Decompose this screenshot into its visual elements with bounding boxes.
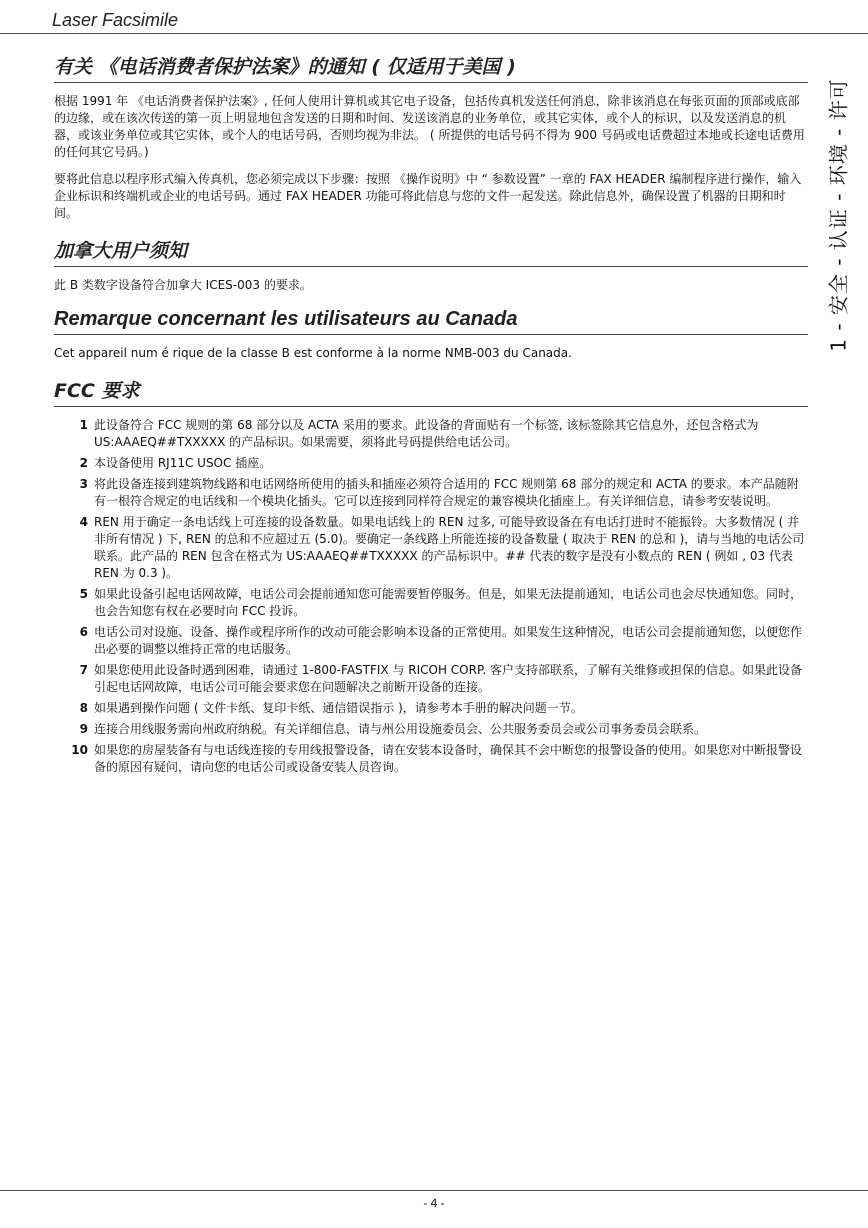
- chapter-side-tab-label: 1 - 安全 - 认证 - 环境 - 许可: [826, 78, 851, 352]
- list-item-text: 连接合用线服务需向州政府纳税。有关详细信息，请与州公用设施委员会、公共服务委员会或公司事务委员会联系。: [94, 722, 707, 736]
- main-content: [54, 52, 808, 780]
- list-item-number: 8: [79, 701, 88, 715]
- section-usa-notice: [54, 52, 808, 222]
- section-title-canada-cn: 加拿大用户须知: [54, 236, 808, 267]
- canada-cn-text: 此 B 类数字设备符合加拿大 ICES-003 的要求。: [54, 278, 312, 292]
- list-item: [54, 624, 808, 658]
- header-title: Laser Facsimile: [52, 10, 179, 30]
- list-item-text: 电话公司对设施、设备、操作或程序所作的改动可能会影响本设备的正常使用。如果发生这种情况，电话公司会提前通知您，以便您作出必要的调整以维持正常的电话服务。: [94, 625, 803, 656]
- usa-paragraph-1: 根据 1991 年 《电话消费者保护法案》, 任何人使用计算机或其它电子设备，包括传真机发送任何消息，除非该消息在每张页面的顶部或底部的边缘，或在该次传送的第一页上明显地包含发送的日期和时间、发送该消息的业务单位，或其它实体，或个人的标识，以及发送消息的机器，或该业务单位或其它实体，或个人的电话号码，否则均视为非法。 ( 所提供的电话号码不得为 900 号码或电话费超过本地或长途电话费用的任何其它号码。): [54, 94, 805, 159]
- list-item-number: 9: [79, 722, 88, 736]
- usa-paragraph-2: 要将此信息以程序形式编入传真机，您必须完成以下步骤：按照 《操作说明》中 “ 参数设置” 一章的 FAX HEADER 编制程序进行操作，输入企业标识和终端机或企业的电话号码。通过 FAX HEADER 功能可将此信息与您的文件一起发送。除此信息外，确保设置了机器的日期和时间。: [54, 172, 802, 220]
- list-item-text: REN 用于确定一条电话线上可连接的设备数量。如果电话线上的 REN 过多, 可能导致设备在有电话打进时不能振铃。大多数情况 ( 并非所有情况 ) 下, REN 的总和不应超过五 (5.0)。要确定一条线路上所能连接的设备数量 ( 取决于 REN 的总和 )，请与当地的电话公司联系。此产品的 REN 包含在格式为 US:AAAEQ##TXXXXX 的产品标识中。## 代表的数字是没有小数点的 REN ( 例如 , 03 代表 REN 为 0.3 )。: [94, 515, 805, 580]
- list-item-text: 将此设备连接到建筑物线路和电话网络所使用的插头和插座必须符合适用的 FCC 规则第 68 部分的规定和 ACTA 的要求。本产品随附有一根符合规定的电话线和一个模块化插头。它可以连接到同样符合规定的兼容模块化插座上。有关详细信息，请参考安装说明。: [94, 477, 799, 508]
- page-number: - 4 -: [423, 1196, 445, 1210]
- list-item: [54, 455, 808, 472]
- list-item-number: 7: [79, 663, 88, 677]
- list-item-number: 3: [79, 477, 88, 491]
- chapter-side-tab: [806, 40, 868, 390]
- canada-fr-text: Cet appareil num é rique de la classe B est conforme à la norme NMB-003 du Canada.: [54, 346, 572, 360]
- footer-rule: [0, 1190, 868, 1191]
- section-fcc: [54, 376, 808, 776]
- list-item: [54, 586, 808, 620]
- list-item: [54, 700, 808, 717]
- section-title-usa: 有关 《电话消费者保护法案》的通知 ( 仅适用于美国 ): [54, 52, 808, 83]
- list-item: [54, 476, 808, 510]
- section-canada-cn: [54, 236, 808, 294]
- section-title-fcc: FCC 要求: [54, 376, 808, 407]
- list-item: [54, 417, 808, 451]
- list-item-text: 如果您使用此设备时遇到困难，请通过 1-800-FASTFIX 与 RICOH CORP. 客户支持部联系，了解有关维修或担保的信息。如果此设备引起电话网故障，电话公司可能会要求您在问题解决之前断开设备的连接。: [94, 663, 802, 694]
- list-item-number: 5: [79, 587, 88, 601]
- section-canada-fr: [54, 308, 808, 362]
- list-item-number: 2: [79, 456, 88, 470]
- list-item-text: 如果此设备引起电话网故障，电话公司会提前通知您可能需要暂停服务。但是，如果无法提前通知，电话公司也会尽快通知您。同时，也会告知您有权在必要时向 FCC 投诉。: [94, 587, 803, 618]
- list-item-text: 本设备使用 RJ11C USOC 插座。: [94, 456, 272, 470]
- list-item: [54, 514, 808, 582]
- section-title-canada-fr: Remarque concernant les utilisateurs au Canada: [54, 308, 808, 335]
- fcc-list: [54, 417, 808, 776]
- list-item-text: 此设备符合 FCC 规则的第 68 部分以及 ACTA 采用的要求。此设备的背面贴有一个标签, 该标签除其它信息外，还包含格式为 US:AAAEQ##TXXXXX 的产品标识。如果需要，须将此号码提供给电话公司。: [94, 418, 759, 449]
- list-item-number: 10: [71, 743, 88, 757]
- list-item-number: 4: [79, 515, 88, 529]
- list-item-number: 1: [79, 418, 88, 432]
- list-item: [54, 721, 808, 738]
- list-item-text: 如果遇到操作问题 ( 文件卡纸、复印卡纸、通信错误指示 )，请参考本手册的解决问题一节。: [94, 701, 583, 715]
- header-rule: [0, 33, 868, 34]
- list-item-number: 6: [79, 625, 88, 639]
- list-item: [54, 662, 808, 696]
- list-item-text: 如果您的房屋装备有与电话线连接的专用线报警设备，请在安装本设备时，确保其不会中断您的报警设备的使用。如果您对中断报警设备的原因有疑问，请向您的电话公司或设备安装人员咨询。: [94, 743, 803, 774]
- list-item: [54, 742, 808, 776]
